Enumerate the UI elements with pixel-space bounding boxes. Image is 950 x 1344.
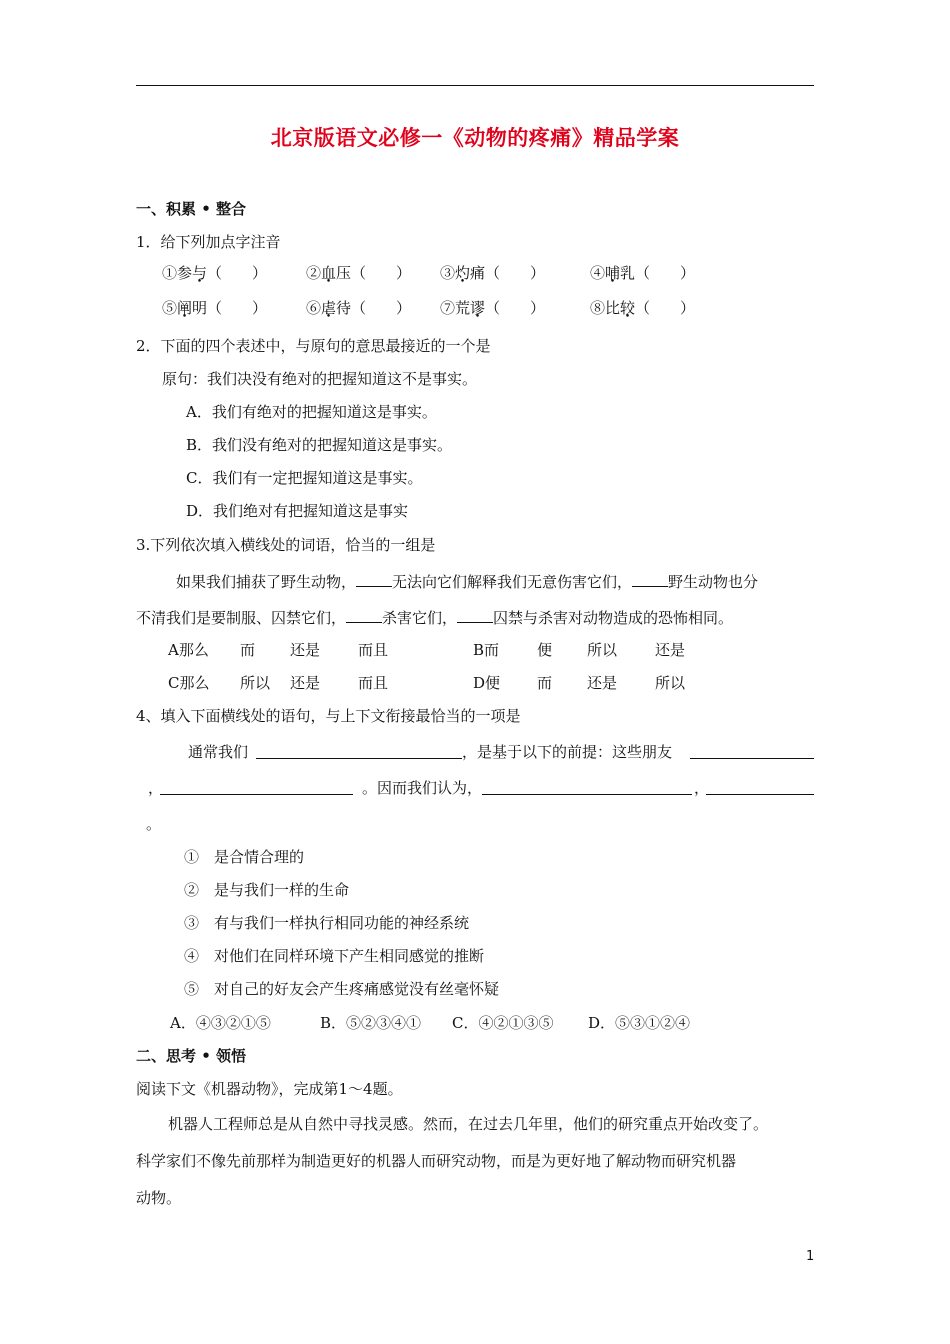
- q2-option-c: C．我们有一定把握知道这是事实。: [186, 469, 423, 487]
- q2-original: 原句：我们决没有绝对的把握知道这不是事实。: [162, 370, 478, 388]
- q2-option-b: B．我们没有绝对的把握知道这是事实。: [186, 436, 453, 454]
- q3-option-b-3: 所以: [587, 641, 618, 659]
- q3-option-d-2: 而: [537, 674, 553, 692]
- q3-option-b-1: B而: [473, 641, 500, 659]
- q3-option-c-3: 还是: [290, 674, 321, 692]
- q1-item-2: ②血压（ ）: [306, 264, 412, 282]
- reading-intro: 阅读下文《机器动物》，完成第1～4题。: [136, 1080, 403, 1098]
- q4-text-1: 通常我们: [188, 743, 249, 761]
- q2-option-d: D．我们绝对有把握知道这是事实: [186, 502, 409, 520]
- q4-item-2: ② 是与我们一样的生命: [184, 881, 350, 899]
- q3-option-c-1: C那么: [168, 674, 210, 692]
- q4-text-6: 。: [146, 815, 162, 833]
- q4-text-3: ，: [148, 779, 164, 797]
- q3-passage-line-2: 不清我们是要制服、囚禁它们， 杀害它们， 囚禁与杀害对动物造成的恐怖相同。: [136, 606, 733, 628]
- q2-stem: 2．下面的四个表述中，与原句的意思最接近的一个是: [136, 337, 491, 355]
- q1-item-5: ⑤阐明（ ）: [162, 299, 268, 317]
- q4-stem: 4、填入下面横线处的语句，与上下文衔接最恰当的一项是: [136, 707, 521, 725]
- q4-option-c: C．④②①③⑤: [452, 1014, 554, 1032]
- blank-line: [160, 778, 353, 795]
- page-number: 1: [806, 1249, 815, 1264]
- q3-option-a-3: 还是: [290, 641, 321, 659]
- q3-option-d-1: D便: [473, 674, 501, 692]
- q3-passage-line-1: 如果我们捕获了野生动物， 无法向它们解释我们无意伤害它们， 野生动物也分: [176, 570, 758, 592]
- page-title: 北京版语文必修一《动物的疼痛》精品学案: [270, 126, 680, 150]
- blank-line: [356, 570, 392, 587]
- q1-item-7: ⑦荒谬（ ）: [440, 299, 546, 317]
- blank-line: [256, 742, 462, 759]
- q4-option-b: B．⑤②③④①: [320, 1014, 422, 1032]
- q4-item-3: ③ 有与我们一样执行相同功能的神经系统: [184, 914, 470, 932]
- q3-option-a-1: A那么: [168, 641, 209, 659]
- q1-item-4: ④哺乳（ ）: [590, 264, 696, 282]
- q1-item-1: ①参与（ ）: [162, 264, 268, 282]
- q3-option-a-4: 而且: [358, 641, 389, 659]
- reading-line-1: 机器人工程师总是从自然中寻找灵感。然而，在过去几年里，他们的研究重点开始改变了。: [168, 1115, 769, 1133]
- q3-option-c-2: 所以: [240, 674, 271, 692]
- q2-option-a: A．我们有绝对的把握知道这是事实。: [186, 403, 437, 421]
- reading-line-3: 动物。: [136, 1189, 182, 1207]
- reading-line-2: 科学家们不像先前那样为制造更好的机器人而研究动物，而是为更好地了解动物而研究机器: [136, 1152, 737, 1170]
- q4-option-d: D．⑤③①②④: [588, 1014, 691, 1032]
- blank-line: [346, 606, 382, 623]
- blank-line: [482, 778, 692, 795]
- q4-item-1: ① 是合情合理的: [184, 848, 305, 866]
- q3-option-d-4: 所以: [655, 674, 686, 692]
- q1-stem: 1．给下列加点字注音: [136, 233, 281, 251]
- q4-text-5: ，: [694, 779, 710, 797]
- q3-option-a-2: 而: [240, 641, 256, 659]
- q4-text-4: 。因而我们认为，: [362, 779, 483, 797]
- q1-item-8: ⑧比较（ ）: [590, 299, 696, 317]
- q3-stem: 3.下列依次填入横线处的词语，恰当的一组是: [136, 536, 436, 554]
- blank-line: [632, 570, 668, 587]
- section-heading-1: 一、积累 • 整合: [136, 200, 247, 218]
- q3-option-d-3: 还是: [587, 674, 618, 692]
- q3-option-b-2: 便: [537, 641, 553, 659]
- q4-item-5: ⑤ 对自己的好友会产生疼痛感觉没有丝毫怀疑: [184, 980, 500, 998]
- q4-item-4: ④ 对他们在同样环境下产生相同感觉的推断: [184, 947, 485, 965]
- q4-text-2: ，是基于以下的前提：这些朋友: [462, 743, 673, 761]
- q3-option-c-4: 而且: [358, 674, 389, 692]
- blank-line: [457, 606, 493, 623]
- blank-line: [690, 742, 814, 759]
- q1-item-3: ③灼痛（ ）: [440, 264, 546, 282]
- section-heading-2: 二、思考 • 领悟: [136, 1047, 247, 1065]
- q4-option-a: A．④③②①⑤: [170, 1014, 271, 1032]
- q1-item-6: ⑥虐待（ ）: [306, 299, 412, 317]
- q3-option-b-4: 还是: [655, 641, 686, 659]
- header-rule: [136, 85, 814, 86]
- blank-line: [706, 778, 814, 795]
